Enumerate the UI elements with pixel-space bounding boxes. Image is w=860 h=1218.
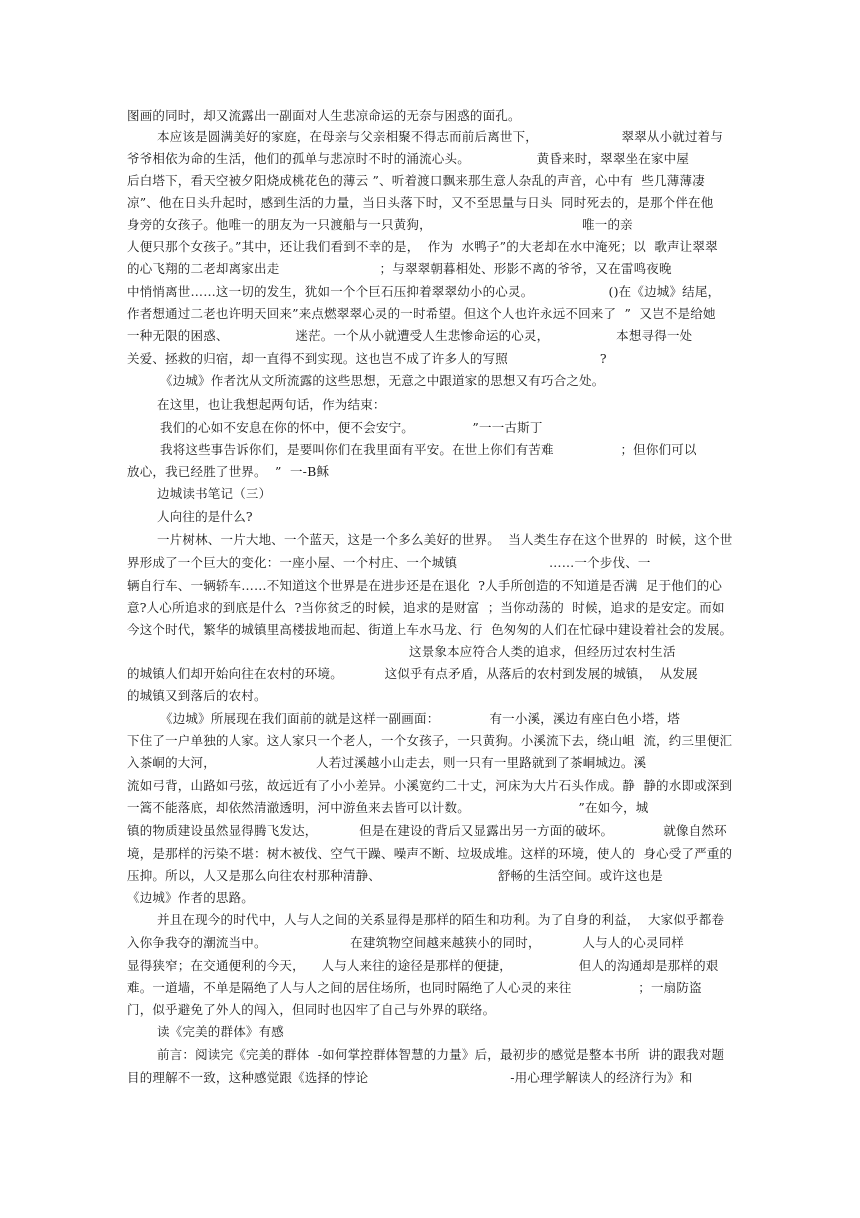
text-line: 爷爷相依为命的生活，他们的孤单与悲凉时不时的涌流心头。 黄昏来时，翠翠坐在家中屋 — [127, 151, 690, 166]
text-line: 门，似乎避免了外人的闯入，但同时也囚牢了自己与外界的联络。 — [127, 1002, 496, 1017]
text-line: 目的理解不一致，这种感觉跟《选择的悖论 -用心理学解读人的经济行为》和 — [127, 1070, 693, 1085]
text-line: 人便只那个女孩子。”其中，还让我们看到不幸的是， 作为 水鸭子”的大老却在水中淹死；以 歌声让翠翠 — [127, 239, 718, 254]
text-line: 并且在现今的时代中，人与人之间的关系显得是那样的陌生和功利。为了自身的利益， 大家似乎都卷 — [157, 912, 725, 927]
text-line: 的城镇又到落后的农村。 — [127, 688, 267, 703]
text-line: 《边城》所展现在我们面前的就是这样一副画面： 有一小溪，溪边有座白色小塔，塔 — [160, 711, 680, 726]
text-line: 身旁的女孩子。他唯一的朋友为一只渡船与一只黄狗， 唯一的亲 — [127, 217, 633, 232]
text-line: 一篙不能落底，却依然清澈透明，河中游鱼来去皆可以计数。 ”在如今，城 — [127, 800, 649, 815]
text-line: 关爱、拯救的归宿，却一直得不到实现。这也岂不成了许多人的写照 ? — [127, 351, 607, 366]
text-line: 图画的同时，却又流露出一副面对人生悲凉命运的无奈与困惑的面孔。 — [127, 108, 521, 123]
text-line: 我们的心如不安息在你的怀中，便不会安宁。 ”一一古斯丁 — [160, 420, 543, 435]
text-line: 我将这些事告诉你们，是要叫你们在我里面有平安。在世上你们有苦难 ；但你们可以 — [160, 442, 697, 457]
text-line: 今这个时代，繁华的城镇里高楼拔地而起、街道上车水马龙、行 色匆匆的人们在忙碌中建设着社会的发展。 — [127, 622, 733, 637]
text-line: 后白塔下，看天空被夕阳烧成桃花色的薄云 ”、听着渡口飘来那生意人杂乱的声音，心中有 些几薄薄凄 — [127, 173, 705, 188]
text-line: 一种无限的困惑、 迷茫。一个从小就遭受人生悲惨命运的心灵， 本想寻得一处 — [127, 328, 693, 343]
text-line: 作者想通过二老也许明天回来”来点燃翠翠心灵的一时希望。但这个人也许永远不回来了 ” 又岂不是给她 — [127, 306, 716, 321]
text-line: 这景象本应符合人类的追求，但经历过农村生活 — [409, 644, 676, 659]
text-line: 界形成了一个巨大的变化：一座小屋、一个村庄、一个城镇 ……一个步伐、一 — [127, 555, 651, 570]
text-line: 中悄悄离世……这一切的发生，犹如一个个巨石压抑着翠翠幼小的心灵。 ()在《边城》结尾， — [127, 284, 721, 299]
text-line: 入你争我夺的潮流当中。 在建筑物空间越来越狭小的同时， 人与人的心灵同样 — [127, 935, 685, 950]
text-line: 流如弓背，山路如弓弦，故远近有了小小差异。小溪宽约二十丈，河床为大片石头作成。静 静的水即或深到 — [127, 778, 733, 793]
text-line: 放心，我已经胜了世界。 ” 一-B稣 — [127, 464, 330, 479]
section-heading: 读《完美的群体》有感 — [157, 1024, 285, 1039]
text-line: 镇的物质建设虽然显得腾飞发达， 但是在建设的背后又显露出另一方面的破坏。 就像自然环 — [127, 823, 727, 838]
text-line: 入茶峒的大河， 人若过溪越小山走去，则一只有一里路就到了茶峒城边。溪 — [127, 755, 647, 770]
text-line: 本应该是圆满美好的家庭，在母亲与父亲相聚不得志而前后离世下， 翠翠从小就过着与 — [157, 129, 724, 144]
text-line: 前言：阅读完《完美的群体 -如何掌控群体智慧的力量》后，最初步的感觉是整本书所 讲的跟我对题 — [157, 1047, 725, 1062]
text-line: 一片树林、一片大地、一个蓝天，这是一个多么美好的世界。 当人类生存在这个世界的 时候，这个世 — [157, 532, 733, 547]
text-line: 《边城》作者沈从文所流露的这些思想，无意之中跟道家的思想又有巧合之处。 — [160, 373, 605, 388]
text-line: 的城镇人们却开始向往在农村的环境。 这似乎有点矛盾，从落后的农村到发展的城镇， 从发展 — [127, 666, 698, 681]
text-line: 凉”、他在日头升起时，感到生活的力量，当日头落下时，又不至思量与日头 同时死去的，是那个伴在他 — [127, 195, 714, 210]
text-line: 下住了一户单独的人家。这人家只一个老人，一个女孩子，一只黄狗。小溪流下去，绕山岨 流，约三里便汇 — [127, 733, 733, 748]
text-line: 意?人心所追求的到底是什么 ?当你贫乏的时候，追求的是财富 ；当你动荡的 时候，追求的是安定。而如 — [127, 600, 725, 615]
text-line: 境，是那样的污染不堪：树木被伐、空气干躁、噪声不断、垃圾成堆。这样的环境，使人的 身心受了严重的 — [127, 846, 733, 861]
text-line: 的心飞翔的二老却离家出走 ；与翠翠朝暮相处、形影不离的爷爷，又在雷鸣夜晚 — [127, 261, 672, 276]
text-line: 压抑。所以，人又是那么向往农村那种清静、 舒畅的生活空间。或许这也是 — [127, 868, 663, 883]
section-heading: 边城读书笔记（三） — [157, 486, 272, 501]
text-line: 《边城》作者的思路。 — [127, 890, 255, 905]
text-line: 难。一道墙，不单是隔绝了人与人之间的居住场所，也同时隔绝了人心灵的来往 ；一扇防盗 — [127, 980, 702, 995]
text-line: 显得狭窄；在交通便利的今天， 人与人来往的途径是那样的便捷， 但人的沟通却是那样的艰 — [127, 958, 719, 973]
text-line: 辆自行车、一辆轿车……不知道这个世界是在进步还是在退化 ?人手所创造的不知道是否满 足于他们的心 — [127, 578, 723, 593]
text-line: 在这里，也让我想起两句话，作为结束： — [157, 397, 386, 412]
text-line: 人向往的是什么? — [157, 509, 253, 524]
